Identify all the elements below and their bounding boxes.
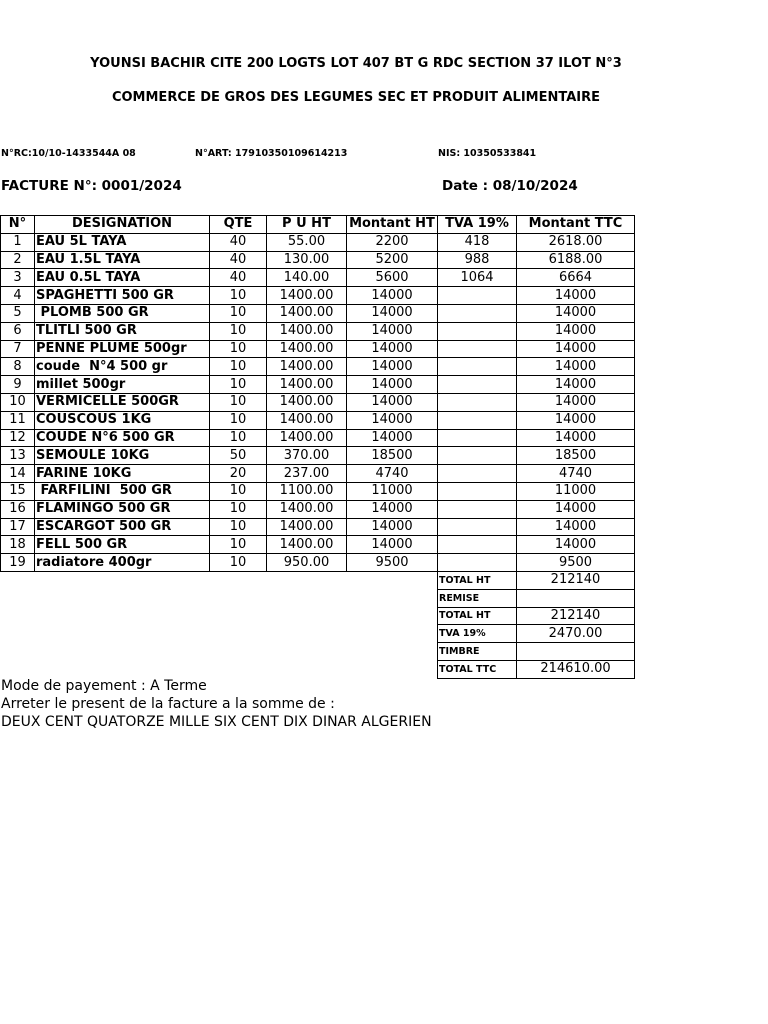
totals-row bbox=[438, 607, 635, 625]
unit-price-cell: 1400.00 bbox=[267, 393, 347, 411]
amount-ht-cell: 14000 bbox=[347, 304, 438, 322]
table-row bbox=[1, 304, 635, 322]
totals-row bbox=[438, 643, 635, 661]
tva-cell bbox=[438, 340, 517, 358]
tva-cell bbox=[438, 536, 517, 554]
unit-price-cell: 1400.00 bbox=[267, 287, 347, 305]
unit-price-cell: 1400.00 bbox=[267, 340, 347, 358]
amount-ht-cell: 2200 bbox=[347, 233, 438, 251]
designation-cell: PENNE PLUME 500gr bbox=[35, 340, 210, 358]
rc-number: N°RC:10/10-1433544A 08 bbox=[1, 148, 136, 159]
amount-ttc-cell: 14000 bbox=[517, 287, 635, 305]
amount-in-words: DEUX CENT QUATORZE MILLE SIX CENT DIX DINAR ALGERIEN bbox=[1, 714, 432, 730]
col-header-number: N° bbox=[1, 216, 35, 234]
tva-cell bbox=[438, 482, 517, 500]
tva-cell bbox=[438, 465, 517, 483]
amount-ht-cell: 11000 bbox=[347, 482, 438, 500]
company-activity: COMMERCE DE GROS DES LEGUMES SEC ET PRODUIT ALIMENTAIRE bbox=[111, 90, 601, 105]
col-header-unit-price: P U HT bbox=[267, 216, 347, 234]
row-number-cell: 5 bbox=[1, 304, 35, 322]
table-row bbox=[1, 447, 635, 465]
unit-price-cell: 950.00 bbox=[267, 554, 347, 572]
invoice-date: Date : 08/10/2024 bbox=[442, 178, 578, 194]
tva-cell bbox=[438, 554, 517, 572]
designation-cell: FARFILINI 500 GR bbox=[35, 482, 210, 500]
tva-cell bbox=[438, 393, 517, 411]
table-row bbox=[1, 287, 635, 305]
unit-price-cell: 1400.00 bbox=[267, 518, 347, 536]
amount-ht-cell: 14000 bbox=[347, 322, 438, 340]
amount-ht-cell: 18500 bbox=[347, 447, 438, 465]
row-number-cell: 8 bbox=[1, 358, 35, 376]
totals-row bbox=[438, 572, 635, 590]
amount-ttc-cell: 14000 bbox=[517, 376, 635, 394]
tva-cell bbox=[438, 322, 517, 340]
unit-price-cell: 1400.00 bbox=[267, 536, 347, 554]
amount-ht-cell: 14000 bbox=[347, 287, 438, 305]
designation-cell: ESCARGOT 500 GR bbox=[35, 518, 210, 536]
amount-ht-cell: 14000 bbox=[347, 518, 438, 536]
row-number-cell: 19 bbox=[1, 554, 35, 572]
designation-cell: millet 500gr bbox=[35, 376, 210, 394]
quantity-cell: 10 bbox=[210, 518, 267, 536]
amount-ttc-cell: 11000 bbox=[517, 482, 635, 500]
table-row bbox=[1, 393, 635, 411]
amount-ttc-cell: 18500 bbox=[517, 447, 635, 465]
amount-ttc-cell: 14000 bbox=[517, 411, 635, 429]
row-number-cell: 18 bbox=[1, 536, 35, 554]
designation-cell: TLITLI 500 GR bbox=[35, 322, 210, 340]
totals-row bbox=[438, 625, 635, 643]
unit-price-cell: 130.00 bbox=[267, 251, 347, 269]
unit-price-cell: 55.00 bbox=[267, 233, 347, 251]
designation-cell: SEMOULE 10KG bbox=[35, 447, 210, 465]
invoice-number: FACTURE N°: 0001/2024 bbox=[1, 178, 182, 194]
items-table bbox=[0, 215, 635, 572]
totals-label: REMISE bbox=[438, 589, 517, 607]
amount-ttc-cell: 14000 bbox=[517, 322, 635, 340]
quantity-cell: 40 bbox=[210, 269, 267, 287]
quantity-cell: 10 bbox=[210, 393, 267, 411]
quantity-cell: 40 bbox=[210, 251, 267, 269]
quantity-cell: 10 bbox=[210, 554, 267, 572]
designation-cell: PLOMB 500 GR bbox=[35, 304, 210, 322]
totals-label: TVA 19% bbox=[438, 625, 517, 643]
tva-cell bbox=[438, 429, 517, 447]
unit-price-cell: 1400.00 bbox=[267, 358, 347, 376]
table-row bbox=[1, 500, 635, 518]
quantity-cell: 10 bbox=[210, 340, 267, 358]
unit-price-cell: 1400.00 bbox=[267, 411, 347, 429]
quantity-cell: 20 bbox=[210, 465, 267, 483]
totals-label: TOTAL TTC bbox=[438, 660, 517, 678]
amount-ttc-cell: 4740 bbox=[517, 465, 635, 483]
amount-ht-cell: 14000 bbox=[347, 358, 438, 376]
table-row bbox=[1, 429, 635, 447]
tva-cell bbox=[438, 376, 517, 394]
row-number-cell: 1 bbox=[1, 233, 35, 251]
quantity-cell: 10 bbox=[210, 500, 267, 518]
quantity-cell: 10 bbox=[210, 358, 267, 376]
designation-cell: COUSCOUS 1KG bbox=[35, 411, 210, 429]
table-row bbox=[1, 465, 635, 483]
tva-cell bbox=[438, 287, 517, 305]
quantity-cell: 10 bbox=[210, 304, 267, 322]
quantity-cell: 40 bbox=[210, 233, 267, 251]
totals-value bbox=[517, 589, 635, 607]
row-number-cell: 16 bbox=[1, 500, 35, 518]
designation-cell: FELL 500 GR bbox=[35, 536, 210, 554]
totals-table bbox=[437, 571, 635, 679]
table-row bbox=[1, 554, 635, 572]
row-number-cell: 9 bbox=[1, 376, 35, 394]
row-number-cell: 4 bbox=[1, 287, 35, 305]
tva-cell bbox=[438, 518, 517, 536]
designation-cell: VERMICELLE 500GR bbox=[35, 393, 210, 411]
quantity-cell: 10 bbox=[210, 429, 267, 447]
amount-ttc-cell: 6664 bbox=[517, 269, 635, 287]
quantity-cell: 10 bbox=[210, 322, 267, 340]
row-number-cell: 12 bbox=[1, 429, 35, 447]
totals-value: 212140 bbox=[517, 607, 635, 625]
amount-ht-cell: 5200 bbox=[347, 251, 438, 269]
amount-ttc-cell: 14000 bbox=[517, 536, 635, 554]
designation-cell: EAU 5L TAYA bbox=[35, 233, 210, 251]
totals-value: 212140 bbox=[517, 572, 635, 590]
col-header-qty: QTE bbox=[210, 216, 267, 234]
totals-value bbox=[517, 643, 635, 661]
tva-cell bbox=[438, 447, 517, 465]
unit-price-cell: 140.00 bbox=[267, 269, 347, 287]
table-header-row bbox=[1, 216, 635, 234]
table-row bbox=[1, 322, 635, 340]
table-row bbox=[1, 233, 635, 251]
amount-ttc-cell: 14000 bbox=[517, 340, 635, 358]
company-address: YOUNSI BACHIR CITE 200 LOGTS LOT 407 BT G RDC SECTION 37 ILOT N°3 bbox=[90, 56, 622, 71]
unit-price-cell: 1400.00 bbox=[267, 376, 347, 394]
amount-ttc-cell: 2618.00 bbox=[517, 233, 635, 251]
table-row bbox=[1, 269, 635, 287]
amount-ttc-cell: 14000 bbox=[517, 358, 635, 376]
amount-ht-cell: 14000 bbox=[347, 393, 438, 411]
amount-ttc-cell: 9500 bbox=[517, 554, 635, 572]
table-row bbox=[1, 411, 635, 429]
quantity-cell: 10 bbox=[210, 376, 267, 394]
amount-ht-cell: 5600 bbox=[347, 269, 438, 287]
row-number-cell: 6 bbox=[1, 322, 35, 340]
designation-cell: FLAMINGO 500 GR bbox=[35, 500, 210, 518]
amount-ttc-cell: 14000 bbox=[517, 393, 635, 411]
quantity-cell: 50 bbox=[210, 447, 267, 465]
tva-cell bbox=[438, 304, 517, 322]
amount-ht-cell: 14000 bbox=[347, 536, 438, 554]
unit-price-cell: 1400.00 bbox=[267, 429, 347, 447]
designation-cell: EAU 1.5L TAYA bbox=[35, 251, 210, 269]
tva-cell: 988 bbox=[438, 251, 517, 269]
col-header-amount-ht: Montant HT bbox=[347, 216, 438, 234]
designation-cell: radiatore 400gr bbox=[35, 554, 210, 572]
table-row bbox=[1, 251, 635, 269]
col-header-amount-ttc: Montant TTC bbox=[517, 216, 635, 234]
row-number-cell: 10 bbox=[1, 393, 35, 411]
table-row bbox=[1, 482, 635, 500]
row-number-cell: 13 bbox=[1, 447, 35, 465]
quantity-cell: 10 bbox=[210, 287, 267, 305]
unit-price-cell: 1400.00 bbox=[267, 304, 347, 322]
amount-ttc-cell: 14000 bbox=[517, 518, 635, 536]
col-header-designation: DESIGNATION bbox=[35, 216, 210, 234]
table-row bbox=[1, 358, 635, 376]
tva-cell bbox=[438, 500, 517, 518]
table-row bbox=[1, 518, 635, 536]
designation-cell: COUDE N°6 500 GR bbox=[35, 429, 210, 447]
designation-cell: coude N°4 500 gr bbox=[35, 358, 210, 376]
totals-label: TOTAL HT bbox=[438, 572, 517, 590]
designation-cell: FARINE 10KG bbox=[35, 465, 210, 483]
totals-row bbox=[438, 660, 635, 678]
unit-price-cell: 1400.00 bbox=[267, 322, 347, 340]
amount-ttc-cell: 14000 bbox=[517, 500, 635, 518]
designation-cell: SPAGHETTI 500 GR bbox=[35, 287, 210, 305]
row-number-cell: 11 bbox=[1, 411, 35, 429]
totals-label: TOTAL HT bbox=[438, 607, 517, 625]
row-number-cell: 14 bbox=[1, 465, 35, 483]
amount-ht-cell: 14000 bbox=[347, 376, 438, 394]
payment-mode: Mode de payement : A Terme bbox=[1, 678, 207, 694]
row-number-cell: 3 bbox=[1, 269, 35, 287]
table-row bbox=[1, 536, 635, 554]
tva-cell: 418 bbox=[438, 233, 517, 251]
quantity-cell: 10 bbox=[210, 411, 267, 429]
amount-ttc-cell: 14000 bbox=[517, 304, 635, 322]
totals-value: 2470.00 bbox=[517, 625, 635, 643]
tva-cell bbox=[438, 358, 517, 376]
designation-cell: EAU 0.5L TAYA bbox=[35, 269, 210, 287]
amount-ht-cell: 14000 bbox=[347, 500, 438, 518]
table-row bbox=[1, 340, 635, 358]
row-number-cell: 15 bbox=[1, 482, 35, 500]
totals-value: 214610.00 bbox=[517, 660, 635, 678]
row-number-cell: 17 bbox=[1, 518, 35, 536]
amount-ht-cell: 14000 bbox=[347, 429, 438, 447]
row-number-cell: 2 bbox=[1, 251, 35, 269]
row-number-cell: 7 bbox=[1, 340, 35, 358]
quantity-cell: 10 bbox=[210, 536, 267, 554]
art-number: N°ART: 17910350109614213 bbox=[195, 148, 347, 159]
nis-number: NIS: 10350533841 bbox=[438, 148, 537, 159]
unit-price-cell: 370.00 bbox=[267, 447, 347, 465]
amount-ht-cell: 4740 bbox=[347, 465, 438, 483]
col-header-tva: TVA 19% bbox=[438, 216, 517, 234]
amount-ht-cell: 14000 bbox=[347, 340, 438, 358]
unit-price-cell: 1100.00 bbox=[267, 482, 347, 500]
quantity-cell: 10 bbox=[210, 482, 267, 500]
table-row bbox=[1, 376, 635, 394]
amount-ttc-cell: 6188.00 bbox=[517, 251, 635, 269]
amount-ht-cell: 14000 bbox=[347, 411, 438, 429]
amount-statement: Arreter le present de la facture a la somme de : bbox=[1, 696, 335, 712]
totals-row bbox=[438, 589, 635, 607]
unit-price-cell: 1400.00 bbox=[267, 500, 347, 518]
tva-cell bbox=[438, 411, 517, 429]
totals-label: TIMBRE bbox=[438, 643, 517, 661]
tva-cell: 1064 bbox=[438, 269, 517, 287]
unit-price-cell: 237.00 bbox=[267, 465, 347, 483]
amount-ht-cell: 9500 bbox=[347, 554, 438, 572]
amount-ttc-cell: 14000 bbox=[517, 429, 635, 447]
